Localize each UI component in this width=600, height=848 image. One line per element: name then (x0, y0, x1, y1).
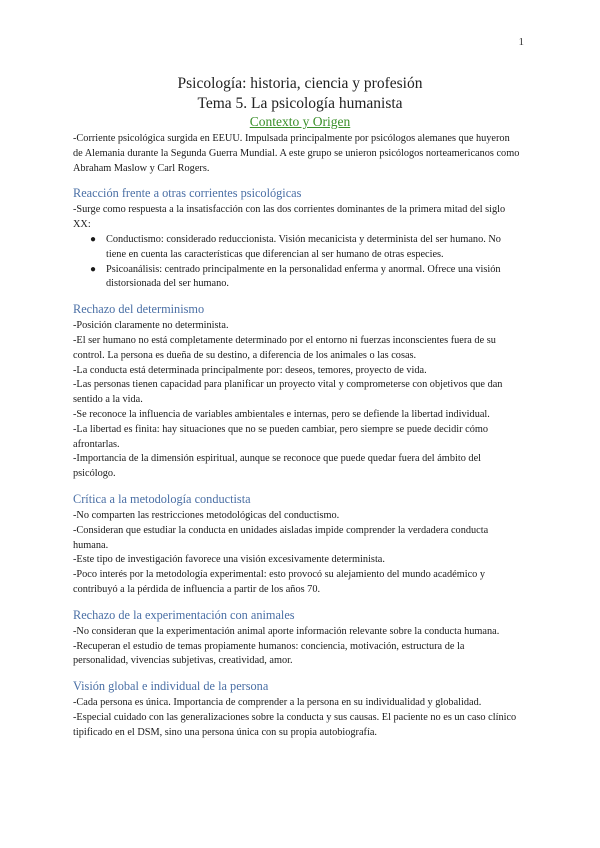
section-reaccion (73, 186, 521, 292)
bullet-icon: ● (90, 233, 97, 245)
document-body (73, 132, 521, 741)
paragraph: -El ser humano no está completamente determinado por el entorno ni fuerzas inconscientes fuera de su control. La persona es dueña de su destino, a diferencia de los animales o las cosas. (73, 334, 496, 361)
bullet-item (90, 263, 521, 293)
section-experimentacion (73, 608, 521, 669)
section-title: Rechazo de la experimentación con animales (73, 607, 295, 622)
paragraph: -Consideran que estudiar la conducta en unidades aisladas impide comprender la verdadera conducta humana. (73, 524, 489, 551)
bullet-text: Psicoanálisis: centrado principalmente en la personalidad enferma y anormal. Ofrece una visión distorsionada del ser humano. (106, 263, 501, 290)
document-title: Psicología: historia, ciencia y profesión (177, 75, 423, 92)
section-determinismo (73, 302, 521, 482)
section-title: Crítica a la metodología conductista (73, 491, 251, 506)
paragraph: -Cada persona es única. Importancia de comprender a la persona en su individualidad y globalidad. (73, 697, 482, 709)
context-heading: Contexto y Origen (249, 114, 351, 129)
section-metodologia (73, 492, 521, 598)
paragraph: -Importancia de la dimensión espiritual, aunque se reconoce que puede quedar fuera del ámbito del psicólogo. (73, 453, 481, 480)
paragraph: -Se reconoce la influencia de variables ambientales e internas, pero se defiende la libertad individual. (73, 408, 490, 420)
bullet-item (90, 233, 521, 263)
section-title: Visión global e individual de la persona (73, 679, 269, 694)
document-header (0, 74, 600, 130)
paragraph: -No comparten las restricciones metodológicas del conductismo. (73, 509, 340, 521)
paragraph: -Especial cuidado con las generalizaciones sobre la conducta y sus causas. El paciente no es un caso clínico tipificado en el DSM, sino una persona única con su propia autobiografía. (73, 711, 517, 738)
paragraph: -Surge como respuesta a la insatisfacción con las dos corrientes dominantes de la primera mitad del siglo XX: (73, 204, 506, 231)
section-title: Rechazo del determinismo (73, 302, 205, 317)
paragraph: -La libertad es finita: hay situaciones que no se pueden cambiar, pero siempre se puede decidir cómo afrontarlas. (73, 423, 489, 450)
section-title: Reacción frente a otras corrientes psicológicas (73, 186, 302, 201)
paragraph: -La conducta está determinada principalmente por: deseos, temores, proyecto de vida. (73, 364, 427, 376)
paragraph: -Posición claramente no determinista. (73, 320, 229, 332)
document-subtitle: Tema 5. La psicología humanista (197, 95, 403, 112)
paragraph: -Poco interés por la metodología experimental: esto provocó su alejamiento del mundo académico y contribuyó a la pérdida de influencia a partir de los años 70. (73, 569, 486, 595)
paragraph: -Las personas tienen capacidad para planificar un proyecto vital y comprometerse con objetivos que dan sentido a la vida. (73, 379, 503, 406)
bullet-icon: ● (90, 263, 97, 275)
paragraph: -Recuperan el estudio de temas propiamente humanos: conciencia, motivación, estructura de la personalidad, vivencias subjetivas, creatividad, amor. (73, 640, 465, 667)
paragraph: -Este tipo de investigación favorece una visión excesivamente determinista. (73, 554, 385, 566)
paragraph: -No consideran que la experimentación animal aporte información relevante sobre la conducta humana. (73, 625, 500, 637)
intro-paragraph: -Corriente psicológica surgida en EEUU. Impulsada principalmente por psicólogos alemanes que huyeron de Alemania durante la Segunda Guerra Mundial. A este grupo se unieron psicólogos norteamericanos como Abraham Maslow y Carl Rogers. (73, 133, 520, 174)
section-vision-global (73, 679, 521, 740)
bullet-text: Conductismo: considerado reduccionista. Visión mecanicista y determinista del ser humano. No tiene en cuenta las características que diferencian al ser humano de otras especies. (106, 233, 501, 260)
bullet-list (73, 233, 521, 292)
page-number: 1 (518, 36, 524, 48)
